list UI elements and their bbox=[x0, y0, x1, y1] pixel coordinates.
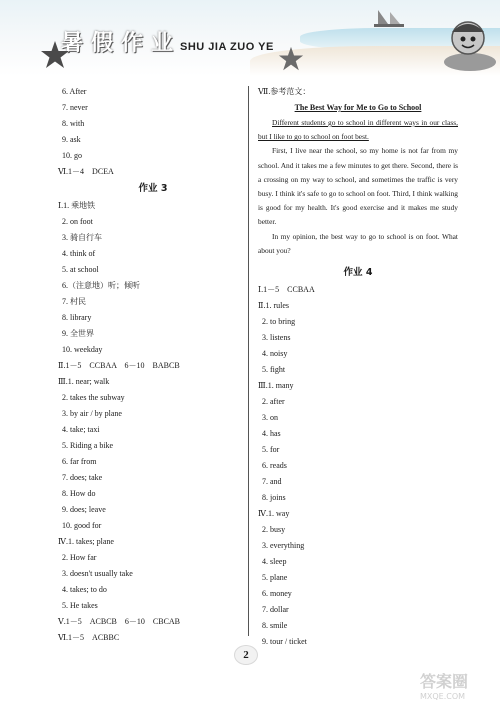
answer-item: 6. After bbox=[62, 87, 87, 96]
essay-paragraph: In my opinion, the best way to go to school is on foot. What about you? bbox=[258, 231, 458, 255]
title-char: 作 bbox=[120, 31, 143, 56]
section-answer: Ⅵ.1－5 ACBBC bbox=[58, 633, 120, 642]
answer-item: 4. has bbox=[262, 429, 281, 439]
page-number: 2 bbox=[234, 645, 258, 665]
answer-item: 8. How do bbox=[62, 489, 96, 498]
mascot-icon bbox=[440, 14, 496, 72]
answer-item: 2. to bring bbox=[262, 317, 296, 327]
essay-paragraph: Different students go to school in different ways in our class, but I like to go to school on foot best. bbox=[258, 118, 458, 142]
section-answer: Ⅲ.1. many bbox=[258, 381, 294, 391]
sailboat-icon bbox=[370, 8, 410, 30]
answer-item: 8. smile bbox=[262, 621, 288, 631]
answer-item: 7. and bbox=[262, 477, 282, 487]
answer-item: 5. for bbox=[262, 445, 280, 455]
answer-item: 3. on bbox=[262, 413, 278, 423]
title-char: 业 bbox=[150, 31, 173, 56]
section-answer: Ⅳ.1. way bbox=[258, 509, 290, 519]
answer-item: 9. 全世界 bbox=[62, 329, 94, 338]
title-char: 暑 bbox=[60, 31, 83, 56]
assignment-heading: 作业 3 bbox=[138, 183, 168, 194]
title-char: 假 bbox=[90, 31, 113, 56]
essay-paragraph: First, I live near the school, so my home is not far from my school. And it takes me a few minutes to get there. Second, there is a crossing on my way to school, and sometimes the traffic is very busy. I think it's safe to go to school on foot. Third, I think walking is good for my health. It's good exercise and it makes me study better. bbox=[258, 146, 458, 227]
essay-title: The Best Way for Me to Go to School bbox=[294, 103, 422, 112]
answer-item: 4. noisy bbox=[262, 349, 288, 359]
answer-item: 4. take; taxi bbox=[62, 425, 100, 434]
answer-item: 5. plane bbox=[262, 573, 288, 583]
assignment-heading: 作业 4 bbox=[343, 267, 373, 279]
starfish-icon-right bbox=[278, 46, 304, 72]
answer-item: 3. listens bbox=[262, 333, 291, 343]
answer-item: 5. He takes bbox=[62, 601, 98, 610]
left-answer-column bbox=[58, 84, 248, 646]
answer-item: 5. fight bbox=[262, 365, 286, 375]
section-answer: Ⅳ.1. takes; plane bbox=[58, 537, 114, 546]
answer-item: 8. joins bbox=[262, 493, 286, 503]
answer-item: 6. far from bbox=[62, 457, 97, 466]
answer-item: 10. go bbox=[62, 151, 82, 160]
answer-item: 7. 村民 bbox=[62, 297, 86, 306]
answer-item: 3. everything bbox=[262, 541, 305, 551]
section-answer: Ⅵ.1－4 DCEA bbox=[58, 167, 114, 176]
answer-item: 6. reads bbox=[262, 461, 287, 471]
section-answer: Ⅱ.1－5 CCBAA 6－10 BABCB bbox=[58, 361, 180, 370]
section-answer: Ⅰ.1－5 CCBAA bbox=[258, 285, 315, 295]
answer-item: 3. 骑自行车 bbox=[62, 233, 102, 242]
starfish-icon bbox=[40, 40, 70, 70]
answer-item: 4. think of bbox=[62, 249, 96, 258]
answer-item: 4. sleep bbox=[262, 557, 287, 567]
header-banner bbox=[0, 0, 500, 76]
answer-item: 5. at school bbox=[62, 265, 99, 274]
answer-item: 5. Riding a bike bbox=[62, 441, 114, 450]
right-answer-column bbox=[258, 84, 458, 650]
answer-item: 2. takes the subway bbox=[62, 393, 125, 402]
answer-item: 9. tour / ticket bbox=[262, 637, 307, 647]
section-answer: Ⅴ.1－5 ACBCB 6－10 CBCAB bbox=[58, 617, 181, 626]
watermark-url: MXQE.COM bbox=[420, 692, 466, 701]
watermark bbox=[420, 672, 500, 711]
answer-item: 10. weekday bbox=[62, 345, 103, 354]
answer-item: 9. ask bbox=[62, 135, 81, 144]
answer-item: 8. with bbox=[62, 119, 85, 128]
answer-item: 3. doesn't usually take bbox=[62, 569, 133, 578]
pinyin-title: SHU JIA ZUO YE bbox=[180, 41, 274, 53]
essay-section-label: Ⅶ.参考范文： bbox=[258, 87, 311, 96]
answer-item: 3. by air / by plane bbox=[62, 409, 122, 418]
section-answer: Ⅲ.1. near; walk bbox=[58, 377, 110, 386]
answer-item: 2. How far bbox=[62, 553, 97, 562]
essay-body bbox=[258, 116, 458, 258]
answer-item: 7. does; take bbox=[62, 473, 103, 482]
column-divider bbox=[248, 86, 249, 636]
answer-item: 6. money bbox=[262, 589, 292, 599]
answer-item: 7. dollar bbox=[262, 605, 289, 615]
watermark-text: 答案圈 bbox=[420, 672, 469, 691]
answer-item: 9. does; leave bbox=[62, 505, 106, 514]
assignment-4-answers bbox=[258, 264, 458, 650]
answer-item: 2. on foot bbox=[62, 217, 93, 226]
answer-item: 10. good for bbox=[62, 521, 102, 530]
section-answer: Ⅱ.1. rules bbox=[258, 301, 289, 311]
answer-item: 6.（注意地）听；倾听 bbox=[62, 281, 140, 290]
answer-item: 7. never bbox=[62, 103, 88, 112]
answer-item: 2. after bbox=[262, 397, 285, 407]
answer-item: 2. busy bbox=[262, 525, 286, 535]
answer-item: 8. library bbox=[62, 313, 92, 322]
answer-item: 4. takes; to do bbox=[62, 585, 107, 594]
section-answer: Ⅰ.1. 乘地铁 bbox=[58, 201, 96, 210]
